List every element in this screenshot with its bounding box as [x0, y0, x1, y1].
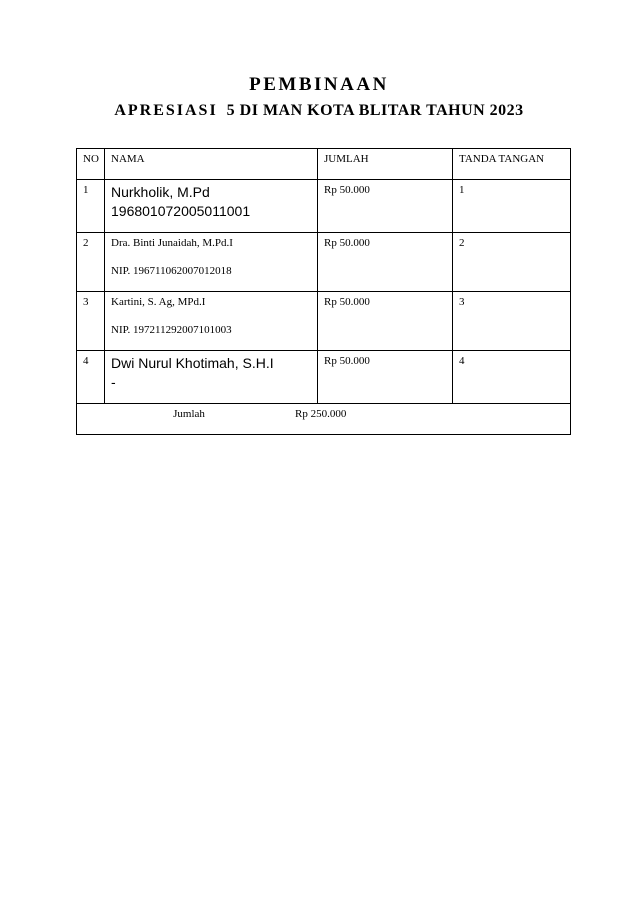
row-name-cell: [105, 180, 318, 233]
column-header-no: NO: [77, 149, 105, 180]
document-title: PEMBINAAN: [249, 74, 389, 95]
row-name: Kartini, S. Ag, MPd.I: [111, 296, 206, 308]
row-signature: 4: [453, 351, 571, 404]
table-row: [77, 351, 571, 404]
total-value: Rp 250.000: [295, 408, 347, 420]
total-row: [77, 404, 571, 435]
row-nip: -: [111, 374, 116, 390]
row-name: Nurkholik, M.Pd: [111, 184, 210, 200]
row-name: Dwi Nurul Khotimah, S.H.I: [111, 355, 274, 371]
row-nip: 196801072005011001: [111, 203, 251, 219]
row-nip: NIP. 197211292007101003: [111, 324, 232, 336]
column-header-nama: NAMA: [105, 149, 318, 180]
row-name-cell: [105, 233, 318, 292]
subtitle-prefix: APRESIASI: [114, 102, 218, 119]
document-subtitle: [0, 102, 638, 120]
row-amount: Rp 50.000: [318, 233, 453, 292]
row-amount: Rp 50.000: [318, 351, 453, 404]
row-number: 1: [77, 180, 105, 233]
table-header-row: [77, 149, 571, 180]
row-signature: 3: [453, 292, 571, 351]
row-signature: 1: [453, 180, 571, 233]
row-signature: 2: [453, 233, 571, 292]
row-number: 3: [77, 292, 105, 351]
table-row: [77, 292, 571, 351]
total-cell: [77, 404, 571, 435]
column-header-tanda-tangan: TANDA TANGAN: [453, 149, 571, 180]
row-name-cell: [105, 292, 318, 351]
row-amount: Rp 50.000: [318, 180, 453, 233]
payment-table: [76, 148, 571, 435]
row-name-cell: [105, 351, 318, 404]
row-nip: NIP. 196711062007012018: [111, 265, 232, 277]
row-number: 2: [77, 233, 105, 292]
row-amount: Rp 50.000: [318, 292, 453, 351]
table-row: [77, 233, 571, 292]
row-name: Dra. Binti Junaidah, M.Pd.I: [111, 237, 233, 249]
column-header-jumlah: JUMLAH: [318, 149, 453, 180]
row-number: 4: [77, 351, 105, 404]
subtitle-rest: 5 DI MAN KOTA BLITAR TAHUN 2023: [226, 102, 524, 119]
total-label: Jumlah: [173, 408, 205, 420]
table-row: [77, 180, 571, 233]
